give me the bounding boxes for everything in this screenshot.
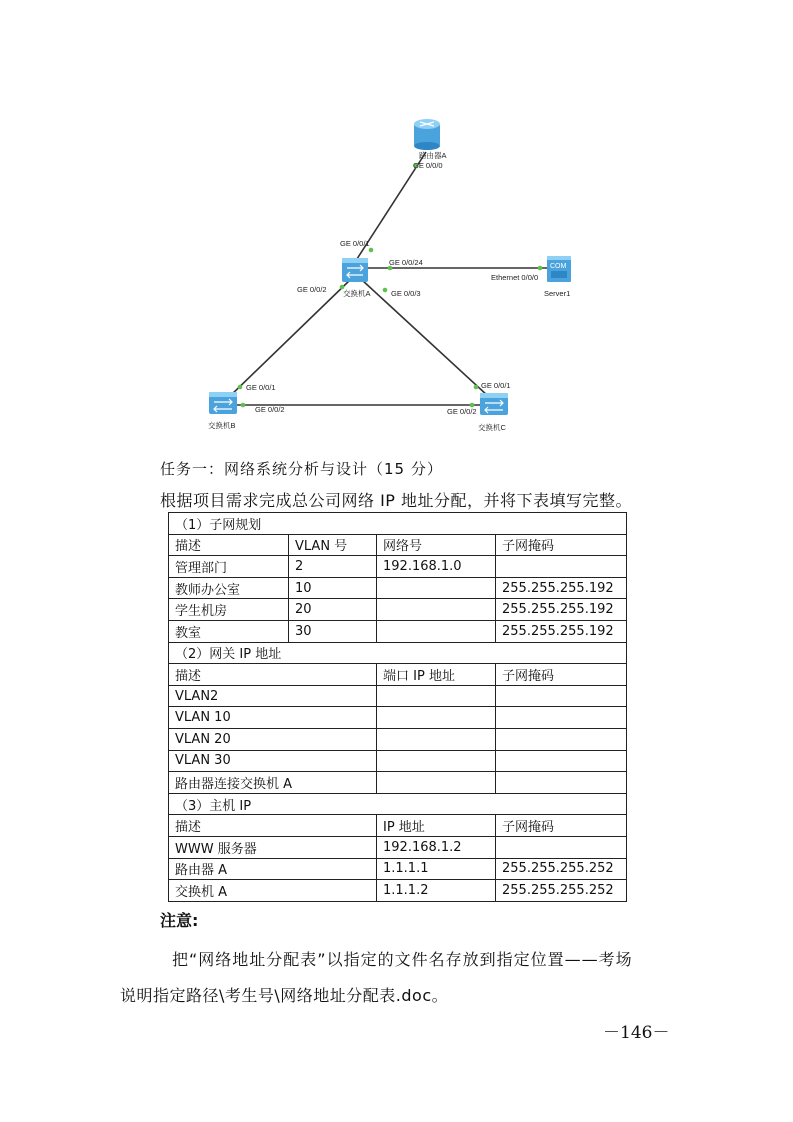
- table-cell: [496, 707, 627, 729]
- table-cell: [496, 772, 627, 794]
- switch-c-name: 交换机C: [478, 423, 506, 432]
- port-dot: [474, 385, 479, 390]
- table-cell: VLAN 30: [169, 750, 377, 772]
- table-row: [169, 858, 627, 880]
- table-cell: [377, 577, 496, 599]
- router-port-label: GE 0/0/0: [413, 161, 443, 170]
- switch-a-port-label: GE 0/0/2: [297, 285, 327, 294]
- table-cell: [377, 620, 496, 642]
- switch-b-name: 交换机B: [208, 421, 236, 430]
- table-row: [169, 513, 627, 535]
- table-header-row: [169, 815, 627, 837]
- table-cell: 192.168.1.2: [377, 836, 496, 858]
- table-header-row: [169, 534, 627, 556]
- table-row: [169, 620, 627, 642]
- table-cell: [496, 750, 627, 772]
- table-cell: [377, 728, 496, 750]
- column-header: 描述: [169, 534, 289, 556]
- server-name: Server1: [544, 289, 571, 298]
- table-cell: [496, 556, 627, 578]
- table-row: [169, 880, 627, 902]
- table-cell: 2: [289, 556, 377, 578]
- link-switch-a-switch-b: [228, 280, 350, 398]
- table-cell: [377, 599, 496, 621]
- table-cell: 20: [289, 599, 377, 621]
- network-topology-diagram: [0, 0, 793, 450]
- task-title: 任务一：网络系统分析与设计（15 分）: [160, 460, 443, 478]
- note-text: 说明指定路径\考生号\网络地址分配表.doc。: [120, 986, 449, 1005]
- task-intro: 根据项目需求完成总公司网络 IP 地址分配，并将下表填写完整。: [160, 491, 633, 510]
- note-title: 注意:: [160, 911, 199, 930]
- table-cell: 255.255.255.252: [496, 880, 627, 902]
- port-dot: [241, 403, 246, 408]
- server-icon: [547, 256, 571, 282]
- switch-c-port-label: GE 0/0/2: [447, 407, 477, 416]
- port-dot: [538, 266, 543, 271]
- table-cell: 255.255.255.252: [496, 858, 627, 880]
- column-header: 子网掩码: [496, 815, 627, 837]
- port-dot: [383, 288, 388, 293]
- column-header: 网络号: [377, 534, 496, 556]
- column-header: 端口 IP 地址: [377, 664, 496, 686]
- table-row: [169, 728, 627, 750]
- page-number: －146－: [603, 1023, 670, 1043]
- port-dot: [369, 248, 374, 253]
- switch-c-icon: [480, 393, 508, 415]
- table-cell: 路由器 A: [169, 858, 377, 880]
- column-header: VLAN 号: [289, 534, 377, 556]
- table-cell: [377, 707, 496, 729]
- table-row: [169, 793, 627, 815]
- table-row: [169, 750, 627, 772]
- table-cell: 192.168.1.0: [377, 556, 496, 578]
- address-allocation-table: [168, 512, 627, 902]
- table-row: [169, 685, 627, 707]
- section-title: （2）网关 IP 地址: [169, 642, 627, 664]
- table-row: [169, 642, 627, 664]
- table-cell: 管理部门: [169, 556, 289, 578]
- server-icon-text: COM: [550, 263, 567, 270]
- table-cell: 教室: [169, 620, 289, 642]
- table-cell: 255.255.255.192: [496, 577, 627, 599]
- table-cell: [496, 728, 627, 750]
- section-title: （1）子网规划: [169, 513, 627, 535]
- table-cell: 255.255.255.192: [496, 620, 627, 642]
- section-title: （3）主机 IP: [169, 793, 627, 815]
- table-cell: 255.255.255.192: [496, 599, 627, 621]
- table-cell: 1.1.1.1: [377, 858, 496, 880]
- switch-a-port-label: GE 0/0/24: [389, 258, 423, 267]
- table-row: [169, 836, 627, 858]
- table-cell: VLAN 20: [169, 728, 377, 750]
- table-row: [169, 772, 627, 794]
- column-header: 描述: [169, 815, 377, 837]
- table-cell: [496, 685, 627, 707]
- table-cell: 交换机 A: [169, 880, 377, 902]
- table-cell: 30: [289, 620, 377, 642]
- table-row: [169, 599, 627, 621]
- table-cell: [377, 685, 496, 707]
- port-dot: [238, 385, 243, 390]
- switch-b-port-label: GE 0/0/2: [255, 405, 285, 414]
- table-cell: 教师办公室: [169, 577, 289, 599]
- note-text: 把“网络地址分配表”以指定的文件名存放到指定位置——考场: [172, 950, 633, 969]
- table-cell: VLAN 10: [169, 707, 377, 729]
- table-cell: 学生机房: [169, 599, 289, 621]
- router-name: 路由器A: [419, 151, 447, 160]
- link-switch-a-switch-c: [362, 280, 488, 396]
- switch-c-port-label: GE 0/0/1: [481, 381, 511, 390]
- server-port-label: Ethernet 0/0/0: [491, 273, 539, 282]
- switch-a-port-label: GE 0/0/3: [391, 289, 421, 298]
- table-cell: 10: [289, 577, 377, 599]
- column-header: 描述: [169, 664, 377, 686]
- table-row: [169, 707, 627, 729]
- table-cell: [377, 772, 496, 794]
- table-cell: [377, 750, 496, 772]
- column-header: IP 地址: [377, 815, 496, 837]
- router-icon: [414, 119, 440, 150]
- table-row: [169, 556, 627, 578]
- column-header: 子网掩码: [496, 664, 627, 686]
- switch-b-icon: [209, 392, 237, 414]
- switch-b-port-label: GE 0/0/1: [246, 383, 276, 392]
- switch-a-port-label: GE 0/0/1: [340, 239, 370, 248]
- table-cell: WWW 服务器: [169, 836, 377, 858]
- table-cell: 路由器连接交换机 A: [169, 772, 377, 794]
- table-cell: 1.1.1.2: [377, 880, 496, 902]
- column-header: 子网掩码: [496, 534, 627, 556]
- table-row: [169, 577, 627, 599]
- table-header-row: [169, 664, 627, 686]
- table-cell: [496, 836, 627, 858]
- switch-a-name: 交换机A: [343, 289, 371, 298]
- switch-a-icon: [342, 258, 368, 282]
- table-cell: VLAN2: [169, 685, 377, 707]
